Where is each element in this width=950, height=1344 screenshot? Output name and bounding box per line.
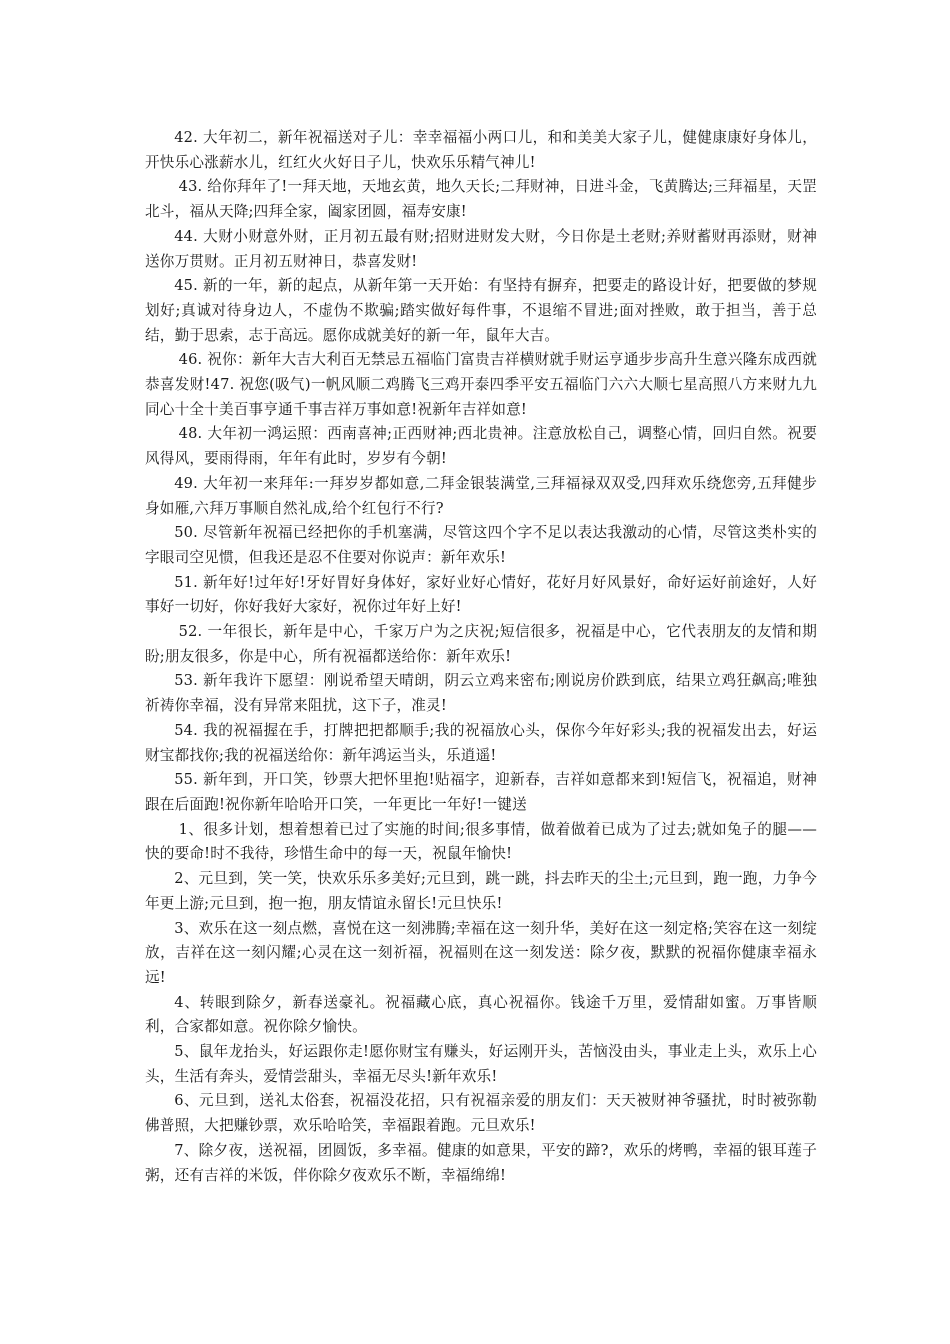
paragraph-53: 53. 新年我许下愿望：刚说希望天晴朗，阴云立鸡来密布;刚说房价跌到底，结果立鸡狂飙高;唯独祈祷你幸福，没有异常来阻扰，这下子，准灵! — [145, 672, 817, 715]
paragraph-46: 46. 祝你：新年大吉大利百无禁忌五福临门富贵吉祥横财就手财运亨通步步高升生意兴隆东成西就恭喜发财!47. 祝您(吸气)一帆风顺二鸡腾飞三鸡开泰四季平安五福临门六六大顺七星高照八方来财九九同心十全十美百事亨通千事吉祥万事如意!祝新年吉祥如意! — [145, 351, 817, 418]
paragraph-52: 52. 一年很长，新年是中心，千家万户为之庆祝;短信很多，祝福是中心，它代表朋友的友情和期盼;朋友很多，你是中心，所有祝福都送给你：新年欢乐! — [145, 623, 817, 665]
paragraph-49: 49. 大年初一来拜年:一拜岁岁都如意,二拜金银装满堂,三拜福禄双双受,四拜欢乐绕您旁,五拜健步身如雁,六拜万事顺自然礼成,给个红包行不行? — [145, 474, 817, 517]
paragraph-1: 1、很多计划，想着想着已过了实施的时间;很多事情，做着做着已成为了过去;就如兔子的腿——快的要命!时不我待，珍惜生命中的每一天，祝鼠年愉快! — [145, 820, 817, 863]
paragraph-54: 54. 我的祝福握在手，打牌把把都顺手;我的祝福放心头，保你今年好彩头;我的祝福发出去，好运财宝都找你;我的祝福送给你：新年鸿运当头，乐逍遥! — [145, 721, 817, 764]
paragraph-42: 42. 大年初二，新年祝福送对子儿：幸幸福福小两口儿，和和美美大家子儿，健健康康好身体儿，开快乐心涨薪水儿，红红火火好日子儿，快欢乐乐精气神儿! — [145, 129, 817, 171]
paragraph-43: 43. 给你拜年了!一拜天地，天地玄黄，地久天长;二拜财神，日进斗金，飞黄腾达;三拜福星，天罡北斗，福从天降;四拜全家，阖家团圆，福寿安康! — [145, 178, 817, 221]
paragraph-55: 55. 新年到，开口笑，钞票大把怀里抱!贴福字，迎新春，吉祥如意都来到!短信飞，祝福追，财神跟在后面跑!祝你新年哈哈开口笑，一年更比一年好!一键送 — [145, 771, 817, 813]
paragraph-4: 4、转眼到除夕，新春送豪礼。祝福藏心底，真心祝福你。钱途千万里，爱情甜如蜜。万事皆顺利，合家都如意。祝你除夕愉快。 — [145, 993, 817, 1036]
paragraph-2: 2、元旦到，笑一笑，快欢乐乐多美好;元旦到，跳一跳，抖去昨天的尘土;元旦到，跑一跑，力争今年更上游;元旦到，抱一抱，朋友情谊永留长!元旦快乐! — [145, 870, 817, 912]
paragraph-44: 44. 大财小财意外财，正月初五最有财;招财进财发大财，今日你是土老财;养财蓄财再添财，财神送你万贯财。正月初五财神日，恭喜发财! — [145, 227, 817, 270]
paragraph-48: 48. 大年初一鸿运照：西南喜神;正西财神;西北贵神。注意放松自己，调整心情，回归自然。祝要风得风，要雨得雨，年年有此时，岁岁有今朝! — [145, 425, 817, 468]
paragraph-5: 5、鼠年龙抬头，好运跟你走!愿你财宝有赚头，好运刚开头，苦恼没由头，事业走上头，欢乐上心头，生活有奔头，爱情尝甜头，幸福无尽头!新年欢乐! — [145, 1043, 817, 1085]
document-body — [145, 126, 817, 1188]
paragraph-50: 50. 尽管新年祝福已经把你的手机塞满，尽管这四个字不足以表达我激动的心情，尽管这类朴实的字眼司空见惯，但我还是忍不住要对你说声：新年欢乐! — [145, 524, 817, 566]
paragraph-45: 45. 新的一年，新的起点，从新年第一天开始：有坚持有摒弃，把要走的路设计好，把要做的梦规划好;真诚对待身边人，不虚伪不欺骗;踏实做好每件事，不退缩不冒进;面对挫败，敢于担当，善于总结，勤于思索，志于高远。愿你成就美好的新一年，鼠年大吉。 — [145, 277, 817, 344]
paragraph-6: 6、元旦到，送礼太俗套，祝福没花招，只有祝福亲爱的朋友们：天天被财神爷骚扰，时时被弥勒佛普照，大把赚钞票，欢乐哈哈笑，幸福跟着跑。元旦欢乐! — [145, 1092, 817, 1135]
paragraph-7: 7、除夕夜，送祝福，团圆饭，多幸福。健康的如意果，平安的蹄?，欢乐的烤鸭，幸福的银耳莲子粥，还有吉祥的米饭，伴你除夕夜欢乐不断，幸福绵绵! — [145, 1141, 817, 1184]
paragraph-3: 3、欢乐在这一刻点燃，喜悦在这一刻沸腾;幸福在这一刻升华，美好在这一刻定格;笑容在这一刻绽放，吉祥在这一刻闪耀;心灵在这一刻祈福，祝福则在这一刻发送：除夕夜，默默的祝福你健康幸福永远! — [145, 919, 817, 986]
paragraph-51: 51. 新年好!过年好!牙好胃好身体好，家好业好心情好，花好月好风景好，命好运好前途好，人好事好一切好，你好我好大家好，祝你过年好上好! — [145, 573, 817, 616]
